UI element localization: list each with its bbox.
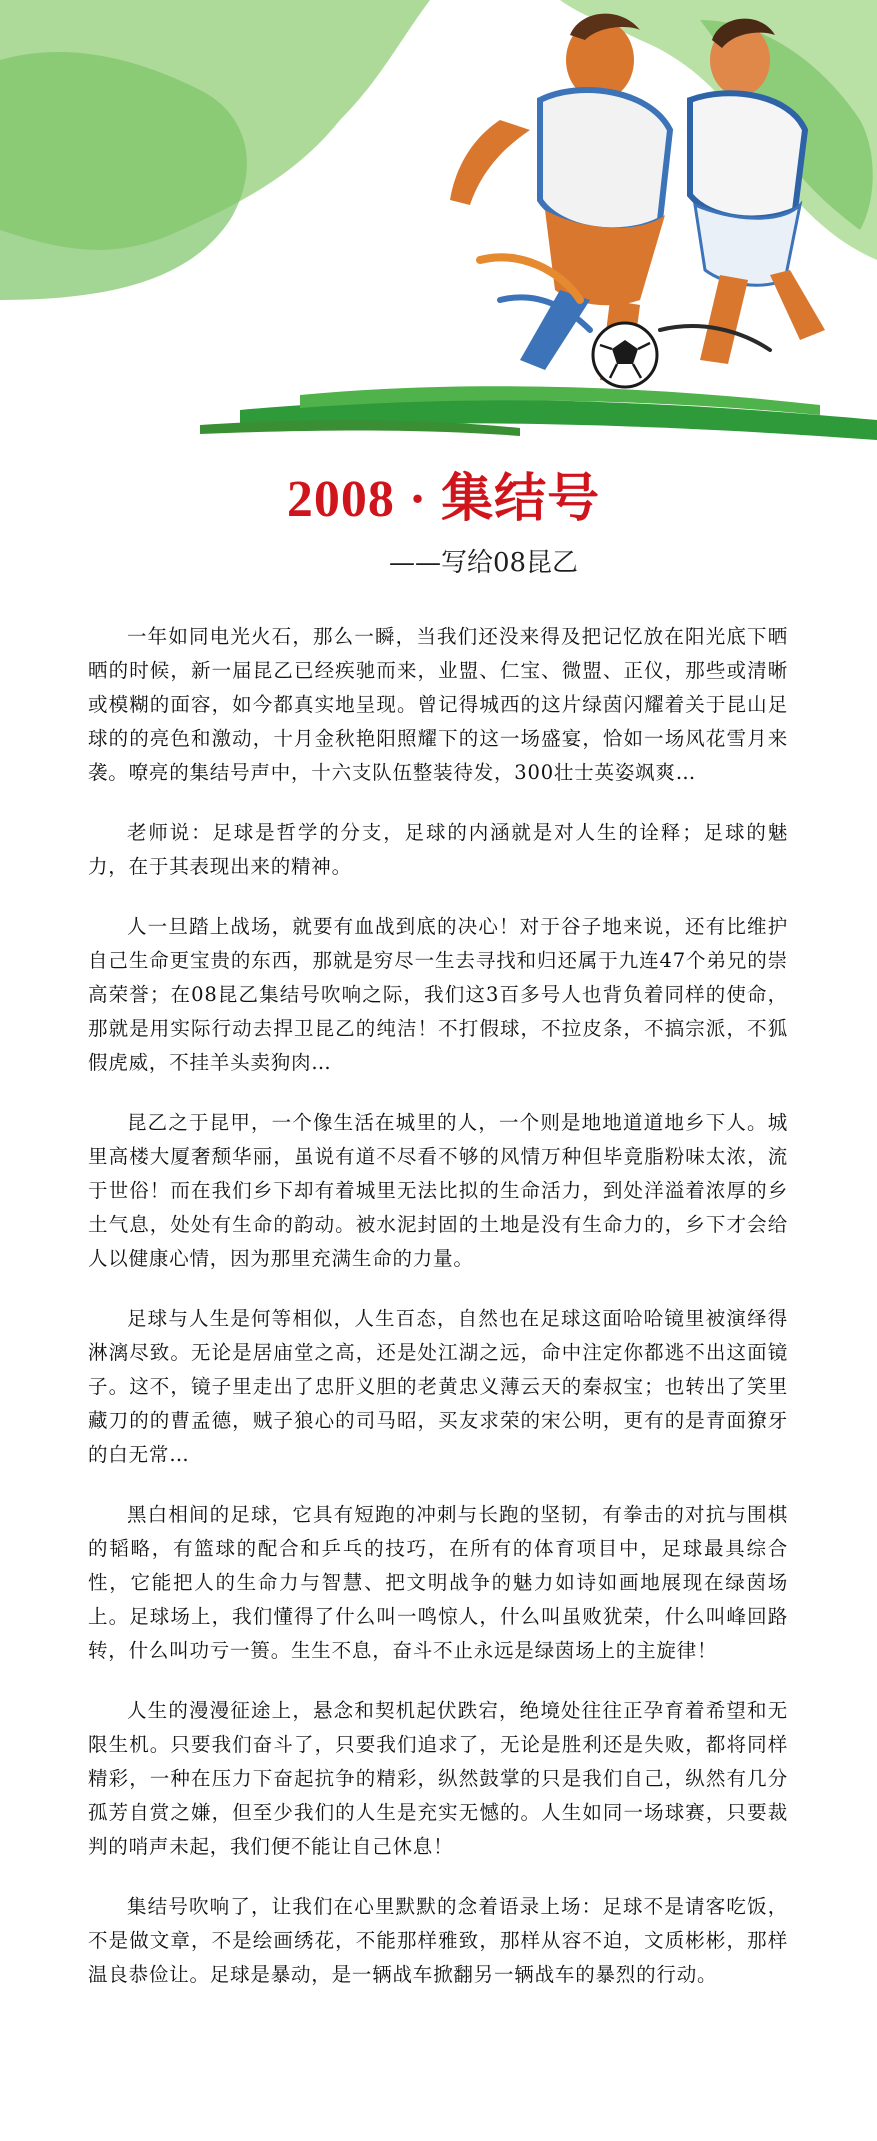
paragraph: 黑白相间的足球，它具有短跑的冲刺与长跑的坚韧，有拳击的对抗与围棋的韬略，有篮球的配合和乒乓的技巧，在所有的体育项目中，足球最具综合性，它能把人的生命力与智慧、把文明战争的魅力如诗如画地展现在绿茵场上。足球场上，我们懂得了什么叫一鸣惊人，什么叫虽败犹荣，什么叫峰回路转，什么叫功亏一篑。生生不息，奋斗不止永远是绿茵场上的主旋律！ <box>88 1503 788 1662</box>
page-subtitle: ——写给08昆乙 <box>388 548 579 578</box>
title-block <box>0 470 877 580</box>
paragraph: 一年如同电光火石，那么一瞬，当我们还没来得及把记忆放在阳光底下晒晒的时候，新一届昆乙已经疾驰而来，业盟、仁宝、微盟、正仪，那些或清晰或模糊的面容，如今都真实地呈现。曾记得城西的这片绿茵闪耀着关于昆山足球的的亮色和激动，十月金秋艳阳照耀下的这一场盛宴，恰如一场风花雪月来袭。嘹亮的集结号声中，十六支队伍整装待发，300壮士英姿飒爽… <box>88 625 788 784</box>
soccer-players-illustration-icon <box>0 0 877 445</box>
paragraph: 人一旦踏上战场，就要有血战到底的决心！对于谷子地来说，还有比维护自己生命更宝贵的东西，那就是穷尽一生去寻找和归还属于九连47个弟兄的崇高荣誉；在08昆乙集结号吹响之际，我们这3百多号人也背负着同样的使命，那就是用实际行动去捍卫昆乙的纯洁！不打假球，不拉皮条，不搞宗派，不狐假虎威，不挂羊头卖狗肉… <box>88 915 788 1074</box>
paragraph: 足球与人生是何等相似，人生百态，自然也在足球这面哈哈镜里被演绎得淋漓尽致。无论是居庙堂之高，还是处江湖之远，命中注定你都逃不出这面镜子。这不，镜子里走出了忠肝义胆的老黄忠义薄云天的秦叔宝；也转出了笑里藏刀的的曹孟德，贼子狼心的司马昭，买友求荣的宋公明，更有的是青面獠牙的白无常… <box>88 1307 788 1466</box>
page-title: 2008 · 集结号 <box>286 471 601 528</box>
paragraph: 集结号吹响了，让我们在心里默默的念着语录上场：足球不是请客吃饭，不是做文章，不是绘画绣花，不能那样雅致，那样从容不迫，文质彬彬，那样温良恭俭让。足球是暴动，是一辆战车掀翻另一辆战车的暴烈的行动。 <box>88 1895 788 1986</box>
paragraph: 人生的漫漫征途上，悬念和契机起伏跌宕，绝境处往往正孕育着希望和无限生机。只要我们奋斗了，只要我们追求了，无论是胜利还是失败，都将同样精彩，一种在压力下奋起抗争的精彩，纵然鼓掌的只是我们自己，纵然有几分孤芳自赏之嫌，但至少我们的人生是充实无憾的。人生如同一场球赛，只要裁判的哨声未起，我们便不能让自己休息！ <box>88 1699 788 1858</box>
hero-illustration <box>0 0 877 445</box>
soccer-ball-icon <box>593 323 657 387</box>
paragraph: 昆乙之于昆甲，一个像生活在城里的人，一个则是地地道道地乡下人。城里高楼大厦奢颓华丽，虽说有道不尽看不够的风情万种但毕竟脂粉味太浓，流于世俗！而在我们乡下却有着城里无法比拟的生命活力，到处洋溢着浓厚的乡土气息，处处有生命的韵动。被水泥封固的土地是没有生命力的，乡下才会给人以健康心情，因为那里充满生命的力量。 <box>88 1111 788 1270</box>
paragraph: 老师说：足球是哲学的分支，足球的内涵就是对人生的诠释；足球的魅力，在于其表现出来的精神。 <box>88 821 788 878</box>
article-body <box>88 620 788 2018</box>
